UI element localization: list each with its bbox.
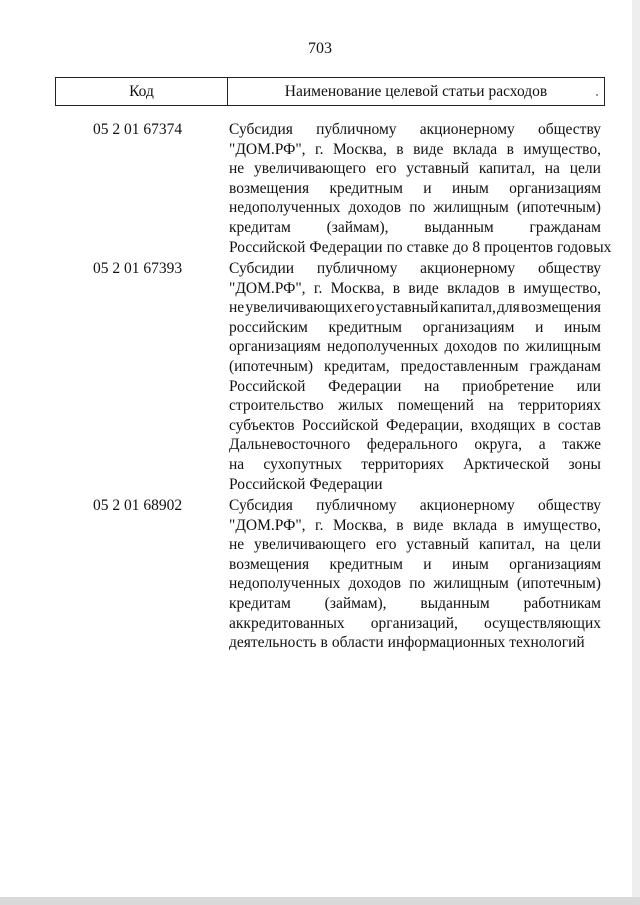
description-line: Субсидии публичному акционерному обществу [229,260,601,277]
description-line: строительство жилых помещений на территориях [229,397,601,415]
description-line: Субсидия публичному акционерному обществу [229,497,601,514]
scan-bottom-edge [0,897,640,905]
description-line: недополученных доходов по жилищным (ипотечным) [229,575,601,593]
description-line: Российской Федерации на приобретение или [229,377,601,395]
scan-right-edge [632,0,640,905]
description-line: не увеличивающих его уставный капитал, для возмещения [229,299,601,317]
row-description [229,496,601,653]
description-line: российским кредитным организациям и иным [229,318,601,336]
description-line: Российской Федерации [229,475,383,493]
description-line: кредитам (займам), выданным работникам [229,594,601,612]
header-code-cell: Код [56,78,228,105]
description-line: "ДОМ.РФ", г. Москва, в виде вклада в имущество, [229,516,601,534]
page-number: 703 [308,40,332,57]
description-line: Субсидия публичному акционерному обществу [229,121,601,138]
description-line: субъектов Российской Федерации, входящих в состав [229,416,601,434]
description-line: Дальневосточного федерального округа, а также [229,436,601,454]
description-line: (ипотечным) кредитам, предоставленным гражданам [229,357,601,375]
description-line: на сухопутных территориях Арктической зоны [229,455,601,473]
row-code: 05 2 01 67374 [93,121,183,138]
description-line: "ДОМ.РФ", г. Москва, в виде вклада в имущество, [229,140,601,158]
table-header [55,77,605,106]
row-description [229,120,612,257]
row-description [229,259,601,494]
description-line: организациям недополученных доходов по жилищным [229,338,601,356]
description-line: Российской Федерации по ставке до 8 процентов годовых [229,238,612,256]
description-line: не увеличивающего его уставный капитал, на цели [229,536,601,554]
header-name-cell: Наименование целевой статьи расходов [284,82,548,100]
description-line: деятельность в области информационных технологий [229,634,585,652]
description-line: возмещения кредитным и иным организациям [229,555,601,573]
row-code: 05 2 01 67393 [93,260,183,277]
description-line: кредитам (займам), выданным гражданам [229,218,601,236]
description-line: "ДОМ.РФ", г. Москва, в виде вкладов в имущество, [229,279,601,297]
description-line: недополученных доходов по жилищным (ипотечным) [229,199,601,217]
description-line: возмещения кредитным и иным организациям [229,179,601,197]
description-line: аккредитованных организаций, осуществляющих [229,614,601,632]
description-line: не увеличивающего его уставный капитал, на цели [229,160,601,178]
row-code: 05 2 01 68902 [93,497,183,514]
